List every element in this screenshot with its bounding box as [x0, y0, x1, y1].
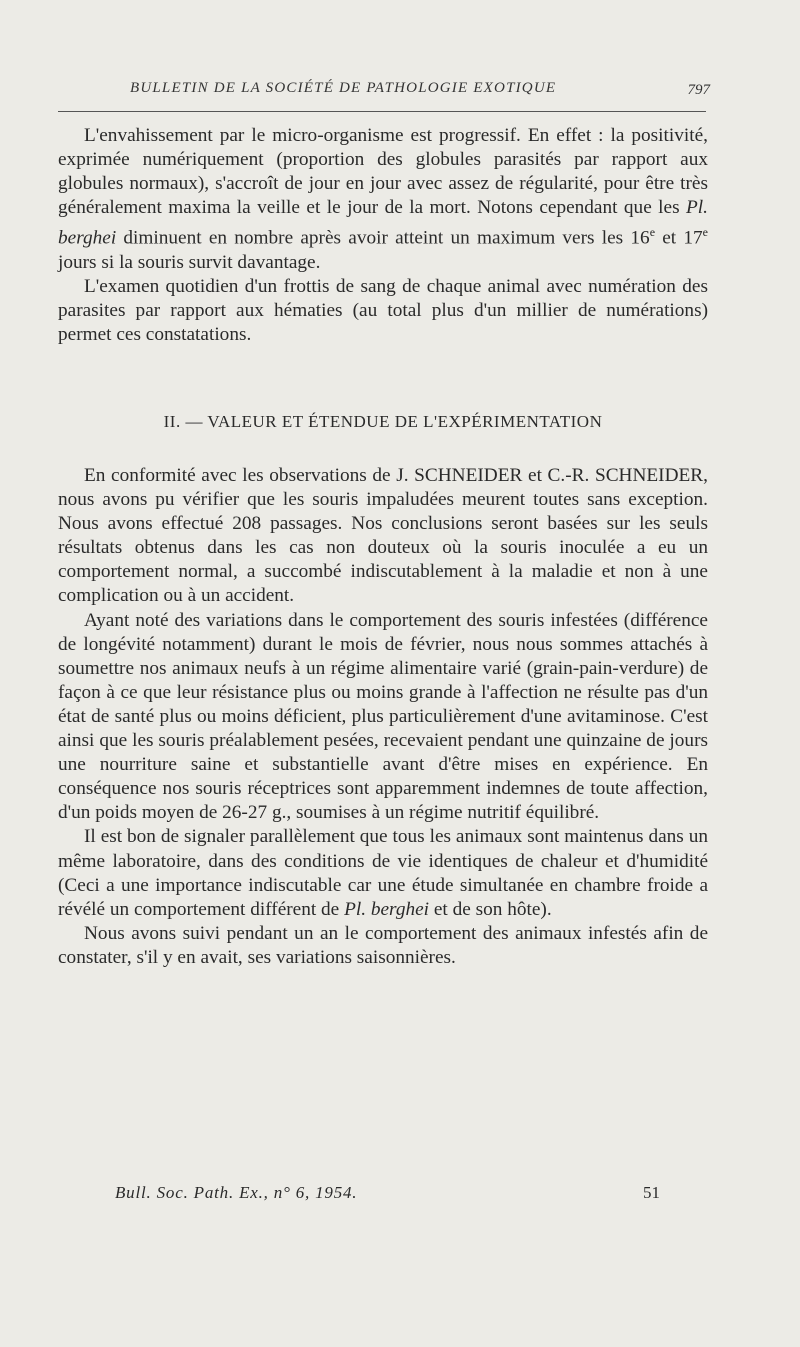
text-run: et de son hôte). [429, 898, 552, 920]
text-run: diminuent en nombre après avoir atteint un maximum vers les 16 [116, 227, 650, 249]
signature-mark: 51 [643, 1183, 660, 1202]
species-name: Pl. berghei [58, 197, 708, 249]
intro-text [58, 124, 708, 347]
text-run: et 17 [655, 227, 703, 249]
paragraph: Ayant noté des variations dans le comportement des souris infestées (différence de longévité notamment) durant le mois de février, nous nous sommes attachés à soumettre nos animaux neufs à un régime alimentaire varié (grain-pain-verdure) de façon à ce que leur résistance plus ou moins grande à l'affection ne résulte pas d'un état de santé plus ou moins déficient, plus particulièrement d'une avitaminose. C'est ainsi que les souris préalablement pesées, recevaient pendant une quinzaine de jours une nourriture saine et substantielle avant d'être mises en expérience. En conséquence nos souris réceptrices sont apparemment indemnes de toute affection, d'un poids moyen de 26-27 g., soumises à un régime nutritif équilibré. [58, 609, 708, 824]
text-run: jours si la souris survit davantage. [58, 251, 321, 273]
superscript: e [649, 225, 656, 240]
citation: Bull. Soc. Path. Ex., n° 6, 1954. [115, 1183, 358, 1202]
page-number: 797 [687, 82, 710, 98]
paragraph: En conformité avec les observations de J. SCHNEIDER et C.-R. SCHNEIDER, nous avons pu vérifier que les souris impaludées meurent toutes sans exception. Nous avons effectué 208 passages. Nos conclusions seront basées sur les seuls résultats obtenus dans les cas non douteux où la souris inoculée a eu un comportement normal, a succombé indiscutablement à la maladie et non à une complication ou à un accident. [58, 465, 708, 607]
paragraph: Nous avons suivi pendant un an le comportement des animaux infestés afin de constater, s'il y en avait, ses variations saisonnières. [58, 922, 708, 968]
paragraph [58, 124, 708, 275]
paragraph: L'examen quotidien d'un frottis de sang de chaque animal avec numération des parasites par rapport aux hématies (au total plus d'un millier de numérations) permet ces constatations. [58, 275, 708, 346]
footer [115, 1183, 660, 1207]
running-header [60, 80, 710, 102]
paragraph [58, 825, 708, 921]
running-title: BULLETIN DE LA SOCIÉTÉ DE PATHOLOGIE EXOTIQUE [130, 80, 557, 96]
text-run: L'envahissement par le micro-organisme est progressif. En effet : la positivité, exprimée numériquement (proportion des globules parasités par rapport aux globules normaux), s'accroît de jour en jour avec assez de régularité, pour être très généralement maxima la veille et le jour de la mort. Notons cependant que les [58, 125, 708, 219]
text-run: Il est bon de signaler parallèlement que tous les animaux sont maintenus dans un même laboratoire, dans des conditions de vie identiques de chaleur et d'humidité (Ceci a une importance indiscutable car une étude simultanée en chambre froide a révélé un comportement différent de [58, 826, 708, 920]
header-rule [58, 111, 706, 112]
superscript: e [702, 225, 708, 240]
species-name: Pl. berghei [344, 898, 430, 920]
main-text [58, 464, 708, 970]
section-heading: II. — VALEUR ET ÉTENDUE DE L'EXPÉRIMENTATION [163, 412, 603, 431]
